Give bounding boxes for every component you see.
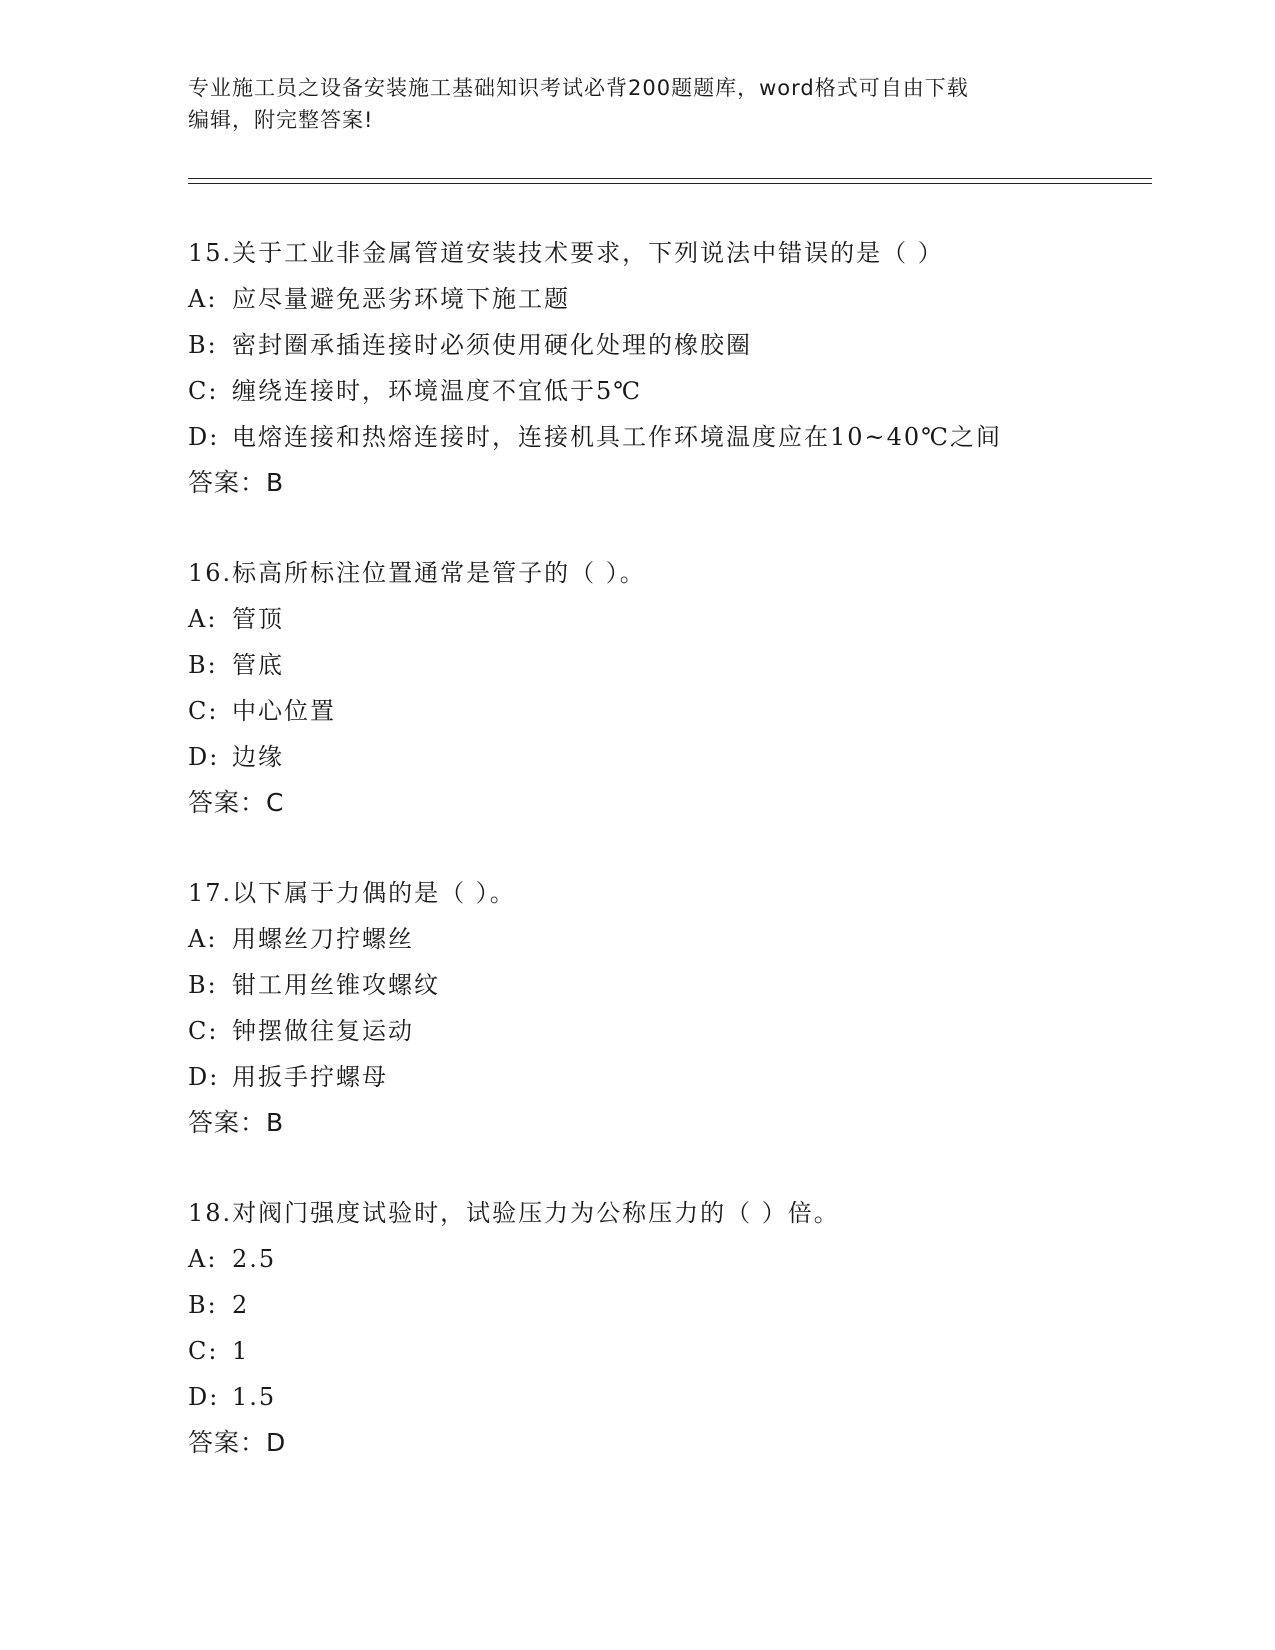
header-line-2: 编辑，附完整答案! [188, 108, 374, 132]
option-text: 钳工用丝锥攻螺纹 [232, 971, 440, 999]
option-label: B: [188, 331, 218, 359]
option-b [188, 322, 1148, 368]
option-label: B: [188, 651, 218, 679]
option-text: 2.5 [232, 1245, 277, 1273]
option-text: 用扳手拧螺母 [232, 1063, 388, 1091]
option-text: 电熔连接和热熔连接时，连接机具工作环境温度应在10~40℃之间 [232, 423, 1003, 451]
option-text: 中心位置 [232, 697, 336, 725]
question-18 [188, 1190, 1148, 1510]
option-b [188, 642, 1148, 688]
option-label: B: [188, 1291, 218, 1319]
option-text: 管底 [232, 651, 284, 679]
option-a [188, 276, 1148, 322]
option-label: D: [188, 1383, 220, 1411]
option-label: D: [188, 423, 220, 451]
option-label: C: [188, 377, 219, 405]
option-text: 2 [232, 1291, 250, 1319]
answer-line: 答案：B [188, 1108, 285, 1137]
option-b [188, 962, 1148, 1008]
option-a [188, 916, 1148, 962]
option-label: D: [188, 743, 220, 771]
option-d [188, 1054, 1148, 1100]
option-label: C: [188, 1337, 219, 1365]
option-a [188, 1236, 1148, 1282]
answer-line: 答案：C [188, 788, 285, 817]
option-a [188, 596, 1148, 642]
option-c [188, 368, 1148, 414]
question-stem: 16.标高所标注位置通常是管子的（ ）。 [188, 559, 646, 587]
option-label: D: [188, 1063, 220, 1091]
answer-line: 答案：D [188, 1428, 287, 1457]
option-text: 钟摆做往复运动 [232, 1017, 414, 1045]
option-label: C: [188, 697, 219, 725]
option-text: 1 [232, 1337, 250, 1365]
option-b [188, 1282, 1148, 1328]
option-c [188, 1008, 1148, 1054]
option-text: 应尽量避免恶劣环境下施工题 [232, 285, 570, 313]
option-d [188, 414, 1148, 460]
document-header [188, 72, 1088, 136]
option-text: 管顶 [232, 605, 284, 633]
header-line-1: 专业施工员之设备安装施工基础知识考试必背200题题库，word格式可自由下载 [188, 76, 969, 100]
question-15 [188, 230, 1148, 550]
question-stem: 15.关于工业非金属管道安装技术要求，下列说法中错误的是（ ） [188, 239, 944, 267]
option-label: C: [188, 1017, 219, 1045]
option-c [188, 1328, 1148, 1374]
option-label: B: [188, 971, 218, 999]
option-text: 密封圈承插连接时必须使用硬化处理的橡胶圈 [232, 331, 752, 359]
question-stem: 17.以下属于力偶的是（ ）。 [188, 879, 516, 907]
option-text: 缠绕连接时，环境温度不宜低于5℃ [232, 377, 643, 405]
option-label: A: [188, 925, 218, 953]
option-text: 用螺丝刀拧螺丝 [232, 925, 414, 953]
option-c [188, 688, 1148, 734]
option-text: 1.5 [232, 1383, 277, 1411]
answer-line: 答案：B [188, 468, 285, 497]
question-17 [188, 870, 1148, 1190]
question-list [188, 230, 1148, 1510]
option-label: A: [188, 285, 218, 313]
question-stem: 18.对阀门强度试验时，试验压力为公称压力的（ ）倍。 [188, 1199, 840, 1227]
option-text: 边缘 [232, 743, 284, 771]
question-16 [188, 550, 1148, 870]
header-divider-top [188, 178, 1152, 179]
option-label: A: [188, 1245, 218, 1273]
option-d [188, 734, 1148, 780]
header-divider-bottom [188, 183, 1152, 184]
option-label: A: [188, 605, 218, 633]
option-d [188, 1374, 1148, 1420]
